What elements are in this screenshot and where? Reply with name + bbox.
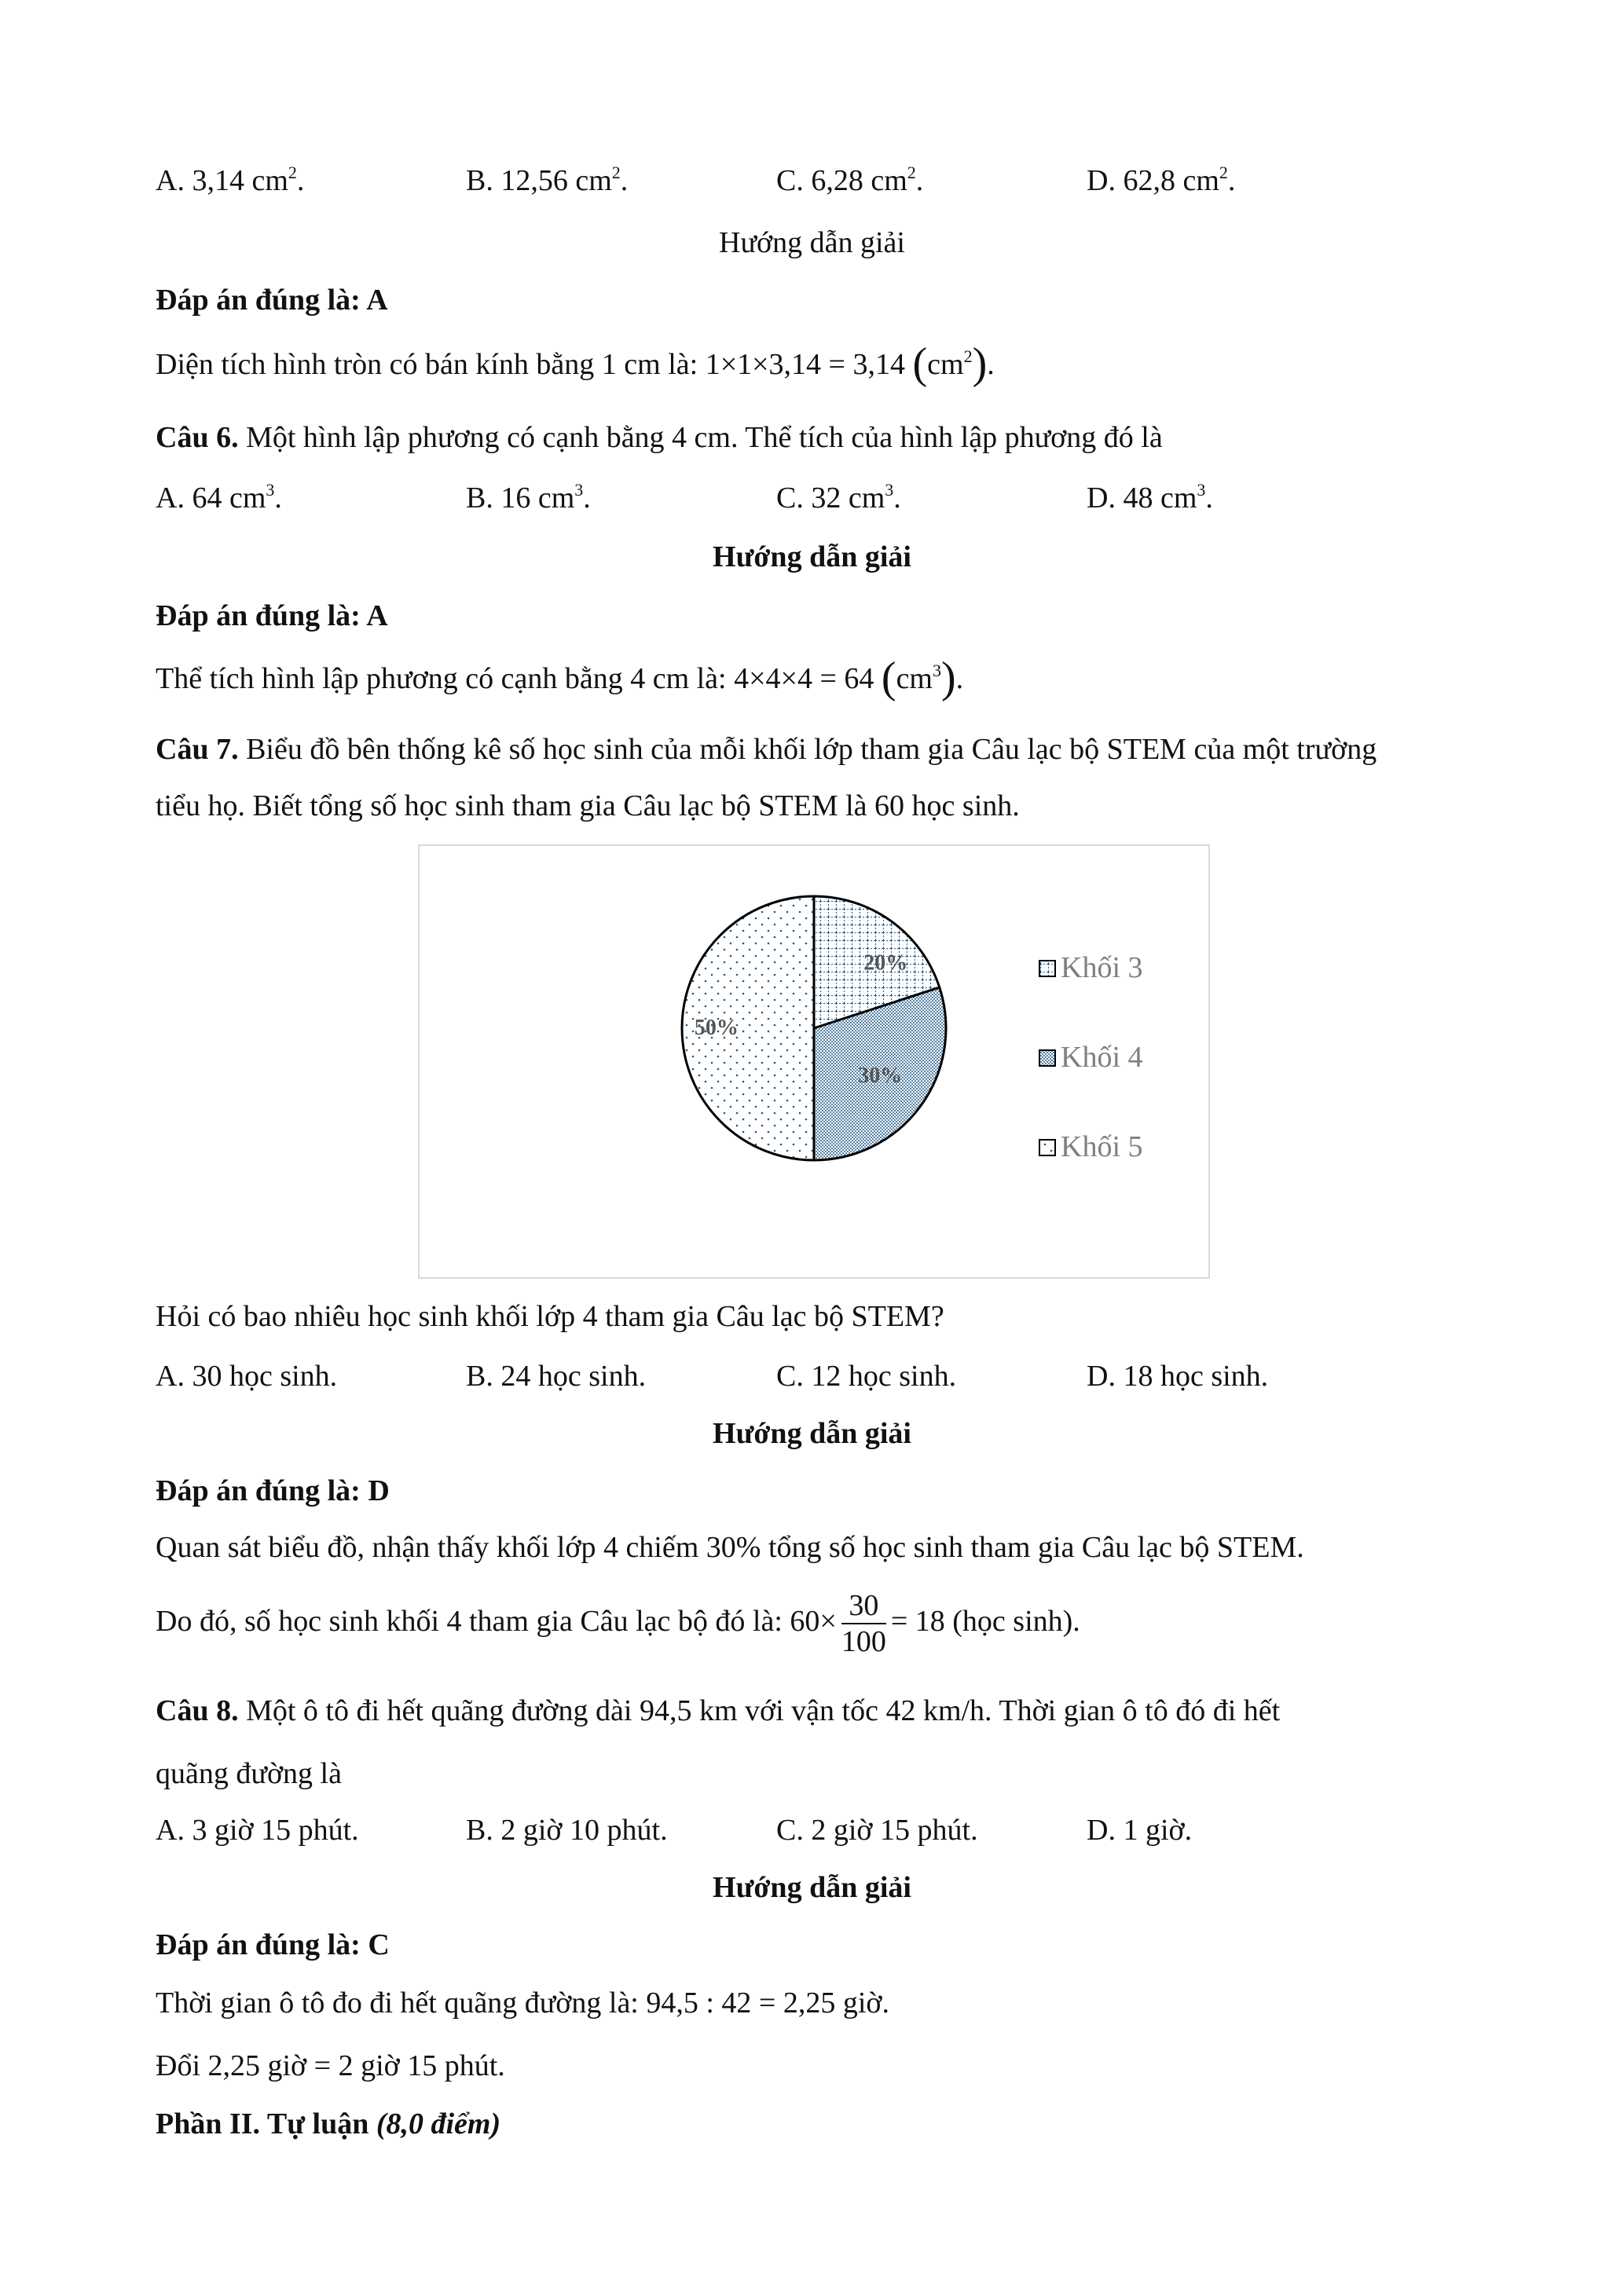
q6-option-d: D. 48 $cm^3$. — [1087, 480, 1213, 514]
q6-option-b: B. 16 $cm^3$. — [466, 480, 591, 514]
pie-chart — [418, 844, 1210, 1279]
q8-option-c: C. 2 giờ 15 phút. — [776, 1814, 978, 1847]
q8-option-d: D. 1 giờ. — [1087, 1814, 1193, 1847]
q7-option-a: A. 30 học sinh. — [156, 1360, 338, 1393]
legend-swatch-khoi-4 — [1039, 1050, 1055, 1066]
q8-guide-heading: Hướng dẫn giải — [713, 1871, 911, 1904]
legend-label-khoi-4: Khối 4 — [1061, 1041, 1143, 1074]
q5-option-a: A. 3,14 $cm^2$. — [156, 163, 305, 197]
q5-option-d: D. 62,8 $cm^2$. — [1087, 163, 1236, 197]
q7-option-d: D. 18 học sinh. — [1087, 1360, 1269, 1393]
q5-option-b: B. 12,56 $cm^2$. — [466, 163, 629, 197]
fraction: $\frac{30}{100}$ — [841, 1589, 886, 1659]
q6-answer: Đáp án đúng là: A — [156, 599, 388, 632]
q7-question-line1: Câu 7. Biểu đồ bên thống kê số học sinh của mỗi khối lớp tham gia Câu lạc bộ STEM của một trường — [156, 733, 1377, 766]
q6-explanation: Thể tích hình lập phương có cạnh bằng 4 cm là: 4×4×4 = 64 $(cm^3)$. — [156, 654, 964, 702]
pie-data-label-khoi-5: 50% — [694, 1016, 739, 1040]
q7-explanation-line1: Quan sát biểu đồ, nhận thấy khối lớp 4 chiếm 30% tổng số học sinh tham gia Câu lạc bộ STEM. — [156, 1531, 1304, 1564]
q5-option-c: C. 6,28 $cm^2$. — [776, 163, 924, 197]
q7-question-line2: tiểu họ. Biết tổng số học sinh tham gia Câu lạc bộ STEM là 60 học sinh. — [156, 789, 1020, 822]
q8-option-a: A. 3 giờ 15 phút. — [156, 1814, 359, 1847]
q7-option-c: C. 12 học sinh. — [776, 1360, 957, 1393]
q5-explanation: Diện tích hình tròn có bán kính bằng 1 cm là: 1×1×3,14 = 3,14 $(cm^2)$. — [156, 339, 995, 388]
q7-answer: Đáp án đúng là: D — [156, 1474, 390, 1507]
part2-heading: Phần II. Tự luận (8,0 điểm) — [156, 2107, 501, 2140]
q7-sub-question: Hỏi có bao nhiêu học sinh khối lớp 4 tham gia Câu lạc bộ STEM? — [156, 1300, 944, 1333]
q7-guide-heading: Hướng dẫn giải — [713, 1417, 911, 1450]
q8-explanation-line1: Thời gian ô tô đo đi hết quãng đường là: 94,5 : 42 = 2,25 giờ. — [156, 1987, 890, 2020]
legend-label-khoi-5: Khối 5 — [1061, 1130, 1143, 1163]
q6-guide-heading: Hướng dẫn giải — [713, 540, 911, 573]
q6-option-c: C. 32 $cm^3$. — [776, 480, 901, 514]
q6-question: Câu 6. Một hình lập phương có cạnh bằng 4 cm. Thể tích của hình lập phương đó là — [156, 421, 1163, 454]
q6-option-a: A. 64 $cm^3$. — [156, 480, 282, 514]
q5-answer: Đáp án đúng là: A — [156, 284, 388, 317]
q7-explanation-line2: Do đó, số học sinh khối 4 tham gia Câu lạc bộ đó là: 60× $\frac{30}{100}$ = 18 (học sinh). — [156, 1589, 1080, 1659]
q8-option-b: B. 2 giờ 10 phút. — [466, 1814, 668, 1847]
q7-option-b: B. 24 học sinh. — [466, 1360, 647, 1393]
legend-label-khoi-3: Khối 3 — [1061, 951, 1143, 984]
q8-question-line2: quãng đường là — [156, 1757, 342, 1790]
q5-guide-heading: Hướng dẫn giải — [719, 226, 905, 259]
legend-swatch-khoi-3 — [1039, 961, 1055, 976]
legend-swatch-khoi-5 — [1039, 1140, 1055, 1155]
pie-data-label-khoi-4: 30% — [858, 1064, 903, 1089]
q8-explanation-line2: Đổi 2,25 giờ = 2 giờ 15 phút. — [156, 2049, 505, 2082]
pie-data-label-khoi-3: 20% — [863, 950, 908, 976]
q8-answer: Đáp án đúng là: C — [156, 1928, 390, 1961]
pie-chart-svg — [420, 846, 1208, 1277]
q8-question-line1: Câu 8. Một ô tô đi hết quãng đường dài 94,5 km với vận tốc 42 km/h. Thời gian ô tô đó đi hết — [156, 1694, 1281, 1727]
